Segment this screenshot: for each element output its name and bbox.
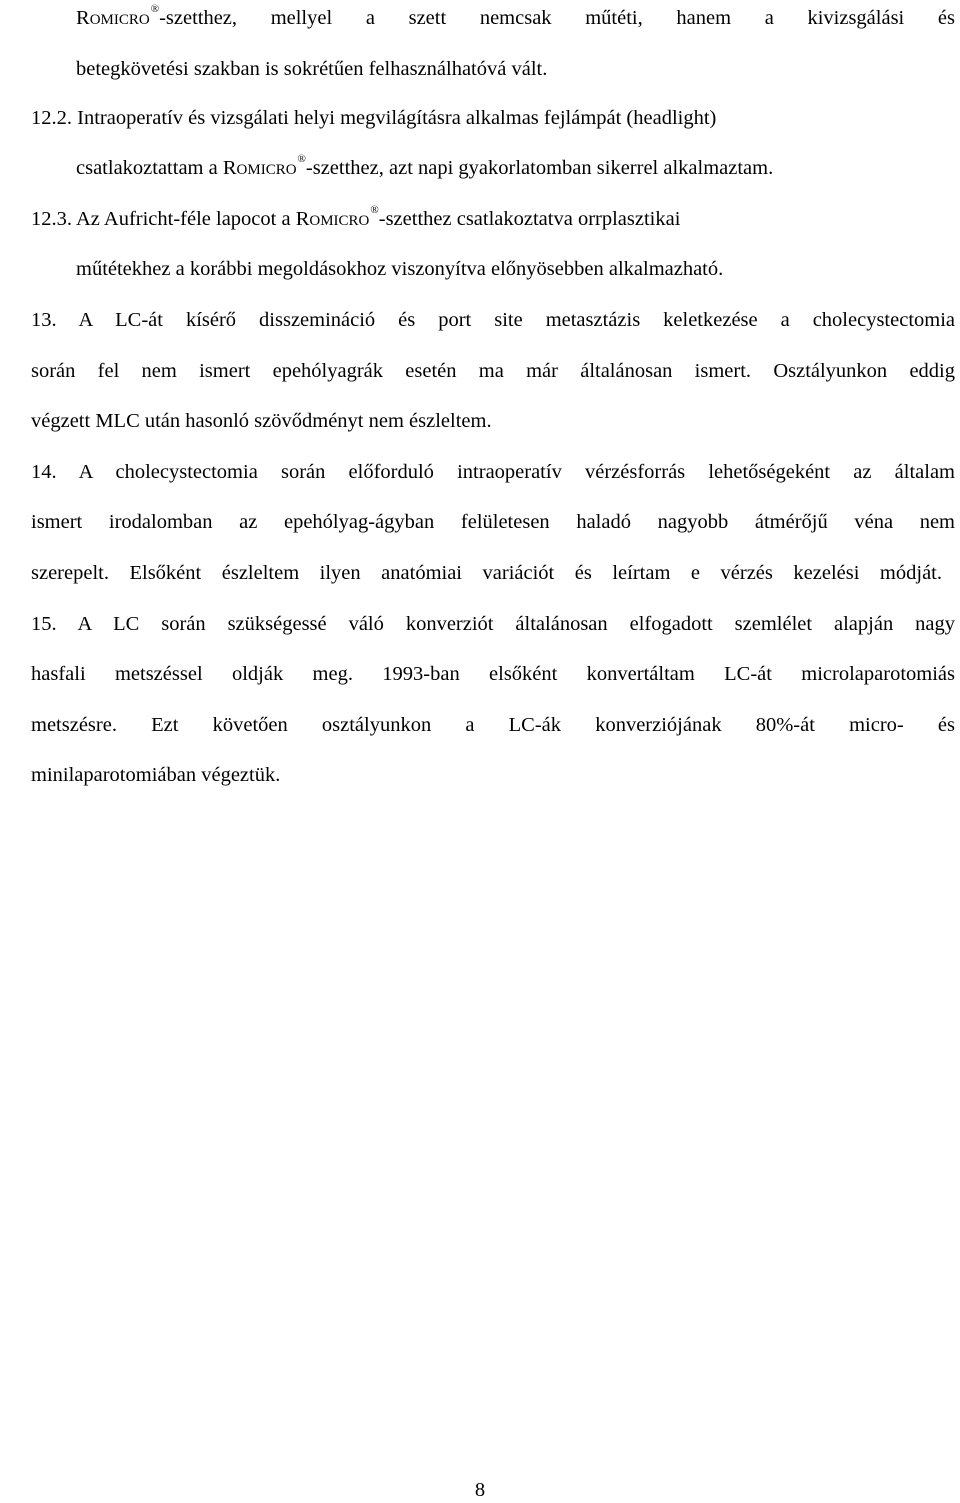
romicro-initial: R <box>76 7 90 29</box>
text-span: -szetthez, mellyel a szett nemcsak műtéti, hanem a kivizsgálási és <box>159 7 955 29</box>
text-span: csatlakoztattam a R <box>76 157 237 179</box>
romicro-smallcaps: OMICRO <box>89 12 150 28</box>
text-span: minilaparotomiában végeztük. <box>31 764 281 786</box>
registered-mark: ® <box>297 153 306 165</box>
text-line-5 <box>31 204 681 230</box>
text-line-10 <box>31 462 955 483</box>
text-line-2 <box>76 59 547 80</box>
text-line-15 <box>31 715 955 736</box>
text-line-12 <box>31 563 942 584</box>
text-span: során fel nem ismert epehólyagrák esetén ma már általánosan ismert. Osztályunkon eddig <box>31 360 955 382</box>
text-line-1 <box>76 3 955 29</box>
text-span: 13. A LC-át kísérő disszemináció és port site metasztázis keletkezése a cholecystectomia <box>31 309 955 331</box>
text-span: 12.2. Intraoperatív és vizsgálati helyi megvilágításra alkalmas fejlámpát (headlight) <box>31 107 717 129</box>
text-span: hasfali metszéssel oldják meg. 1993-ban elsőként konvertáltam LC-át microlaparotomiás <box>31 663 955 685</box>
text-line-4 <box>76 153 774 179</box>
text-span: 15. A LC során szükségessé váló konverziót általánosan elfogadott szemlélet alapján nagy <box>31 613 955 635</box>
text-span: 12.3. Az Aufricht-féle lapocot a R <box>31 208 310 230</box>
text-span: betegkövetési szakban is sokrétűen felhasználhatóvá vált. <box>76 58 548 80</box>
romicro-smallcaps: OMICRO <box>309 213 370 229</box>
text-line-16 <box>31 765 280 786</box>
text-line-9 <box>31 411 492 432</box>
text-span: ismert irodalomban az epehólyag-ágyban felületesen haladó nagyobb átmérőjű véna nem <box>31 511 955 533</box>
text-line-13 <box>31 614 955 635</box>
text-span: metszésre. Ezt követően osztályunkon a LC-ák konverziójának 80%-át micro- és <box>31 714 955 736</box>
text-span: 14. A cholecystectomia során előforduló intraoperatív vérzésforrás lehetőségeként az általam <box>31 461 955 483</box>
text-line-14 <box>31 664 955 685</box>
text-span: -szetthez, azt napi gyakorlatomban sikerrel alkalmaztam. <box>305 157 774 179</box>
text-line-11 <box>31 512 955 533</box>
text-span: műtétekhez a korábbi megoldásokhoz viszonyítva előnyösebben alkalmazható. <box>76 258 724 280</box>
text-span: végzett MLC után hasonló szövődményt nem észleltem. <box>31 410 492 432</box>
page-number: 8 <box>474 1479 486 1501</box>
romicro-smallcaps: OMICRO <box>236 162 297 178</box>
text-line-3 <box>31 108 716 129</box>
text-line-8 <box>31 361 955 382</box>
registered-mark: ® <box>370 204 379 216</box>
text-span: szerepelt. Elsőként észleltem ilyen anatómiai variációt és leírtam e vérzés kezelési módját. <box>31 562 942 584</box>
registered-mark: ® <box>150 3 160 15</box>
text-line-6 <box>76 259 723 280</box>
text-span: -szetthez csatlakoztatva orrplasztikai <box>378 208 681 230</box>
text-line-7 <box>31 310 955 331</box>
